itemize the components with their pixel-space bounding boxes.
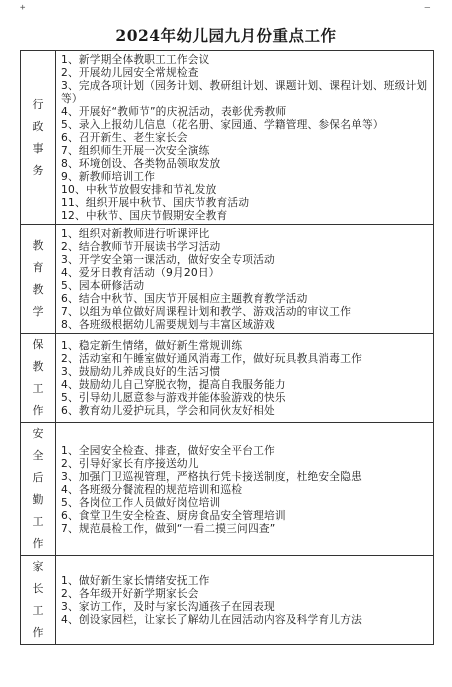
work-item: 1、新学期全体教职工工作会议 bbox=[61, 53, 210, 66]
section-items-cell bbox=[56, 556, 434, 645]
work-item: 3、鼓励幼儿养成良好的生活习惯 bbox=[61, 365, 221, 378]
work-item: 2、活动室和午睡室做好通风消毒工作，做好玩具教具消毒工作 bbox=[61, 352, 362, 365]
section-items-cell bbox=[56, 51, 434, 225]
work-item: 8、环境创设、各类物品领取发放 bbox=[61, 157, 221, 170]
work-item: 2、引导好家长有序接送幼儿 bbox=[61, 456, 199, 470]
section-category-label: 教育教学 bbox=[32, 239, 44, 318]
work-item: 4、鼓励幼儿自己穿脱衣物，提高自我服务能力 bbox=[61, 378, 286, 391]
work-item: 4、开展好“教师节”的庆祝活动，表彰优秀教师 bbox=[61, 105, 287, 118]
section-category-cell bbox=[21, 556, 56, 645]
work-item: 6、教育幼儿爱护玩具，学会和同伙友好相处 bbox=[61, 404, 275, 417]
corner-crop-mark-left: + bbox=[20, 3, 26, 13]
work-item: 7、组织师生开展一次安全演练 bbox=[61, 144, 210, 157]
work-item: 5、园本研修活动 bbox=[61, 279, 145, 292]
work-item: 11、组织开展中秋节、国庆节教育活动 bbox=[61, 196, 250, 209]
work-item: 12、中秋节、国庆节假期安全教育 bbox=[61, 209, 228, 222]
work-item: 6、结合中秋节、国庆节开展相应主题教育教学活动 bbox=[61, 292, 308, 305]
work-item: 1、组织对新教师进行听课评比 bbox=[61, 227, 210, 240]
section-row-safety-logistics bbox=[21, 423, 434, 556]
section-row-admin bbox=[21, 51, 434, 225]
work-item: 6、食堂卫生安全检查、厨房食品安全管理培训 bbox=[61, 508, 286, 522]
section-category-cell bbox=[21, 423, 56, 556]
work-item: 5、各岗位工作人员做好岗位培训 bbox=[61, 495, 221, 509]
work-item: 1、稳定新生情绪，做好新生常规训练 bbox=[61, 339, 243, 352]
work-plan-table bbox=[20, 50, 434, 645]
work-item: 10、中秋节放假安排和节礼发放 bbox=[61, 183, 217, 196]
corner-crop-mark-right: — bbox=[424, 3, 430, 13]
section-row-childcare bbox=[21, 334, 434, 423]
work-item: 8、各班级根据幼儿需要规划与丰富区域游戏 bbox=[61, 318, 275, 331]
section-category-cell bbox=[21, 225, 56, 334]
work-item: 5、录入上报幼儿信息（花名册、家园通、学籍管理、参保名单等） bbox=[61, 118, 384, 131]
section-row-teaching bbox=[21, 225, 434, 334]
section-category-cell bbox=[21, 334, 56, 423]
section-category-label: 安全后勤工作 bbox=[32, 427, 44, 550]
work-item: 1、做好新生家长情绪安抚工作 bbox=[61, 574, 210, 587]
work-item: 2、各年级开好新学期家长会 bbox=[61, 587, 199, 600]
work-item: 9、新教师培训工作 bbox=[61, 170, 156, 183]
work-item: 1、全园安全检查、排查，做好安全平台工作 bbox=[61, 443, 275, 457]
section-category-label: 家长工作 bbox=[32, 560, 44, 639]
work-item: 3、加强门卫巡视管理，严格执行凭卡接送制度，杜绝安全隐患 bbox=[61, 469, 362, 483]
work-item: 3、家访工作，及时与家长沟通孩子在园表现 bbox=[61, 600, 275, 613]
section-items-cell bbox=[56, 225, 434, 334]
work-item: 3、完成各项计划（园务计划、教研组计划、课题计划、课程计划、班级计划等） bbox=[61, 79, 428, 105]
section-category-cell bbox=[21, 51, 56, 225]
work-item: 4、爱牙日教育活动（9月20日） bbox=[61, 266, 220, 279]
work-item: 7、以组为单位做好周课程计划和教学、游戏活动的审议工作 bbox=[61, 305, 352, 318]
work-item: 7、规范晨检工作，做到“一看二摸三问四查” bbox=[61, 521, 276, 535]
section-category-label: 行政事务 bbox=[32, 97, 44, 177]
work-item: 4、创设家园栏，让家长了解幼儿在园活动内容及科学育儿方法 bbox=[61, 613, 362, 626]
work-item: 6、召开新生、老生家长会 bbox=[61, 131, 188, 144]
work-item: 2、开展幼儿园安全常规检查 bbox=[61, 66, 199, 79]
work-item: 4、各班级分餐流程的规范培训和巡检 bbox=[61, 482, 243, 496]
document-title: 2024年幼儿园九月份重点工作 bbox=[115, 26, 337, 45]
section-category-label: 保教工作 bbox=[32, 338, 44, 417]
work-item: 3、开学安全第一课活动，做好安全专项活动 bbox=[61, 253, 275, 266]
section-row-parents bbox=[21, 556, 434, 645]
work-item: 2、结合教师节开展读书学习活动 bbox=[61, 240, 221, 253]
work-item: 5、引导幼儿愿意参与游戏并能体验游戏的快乐 bbox=[61, 391, 286, 404]
section-items-cell bbox=[56, 334, 434, 423]
section-items-cell bbox=[56, 423, 434, 556]
